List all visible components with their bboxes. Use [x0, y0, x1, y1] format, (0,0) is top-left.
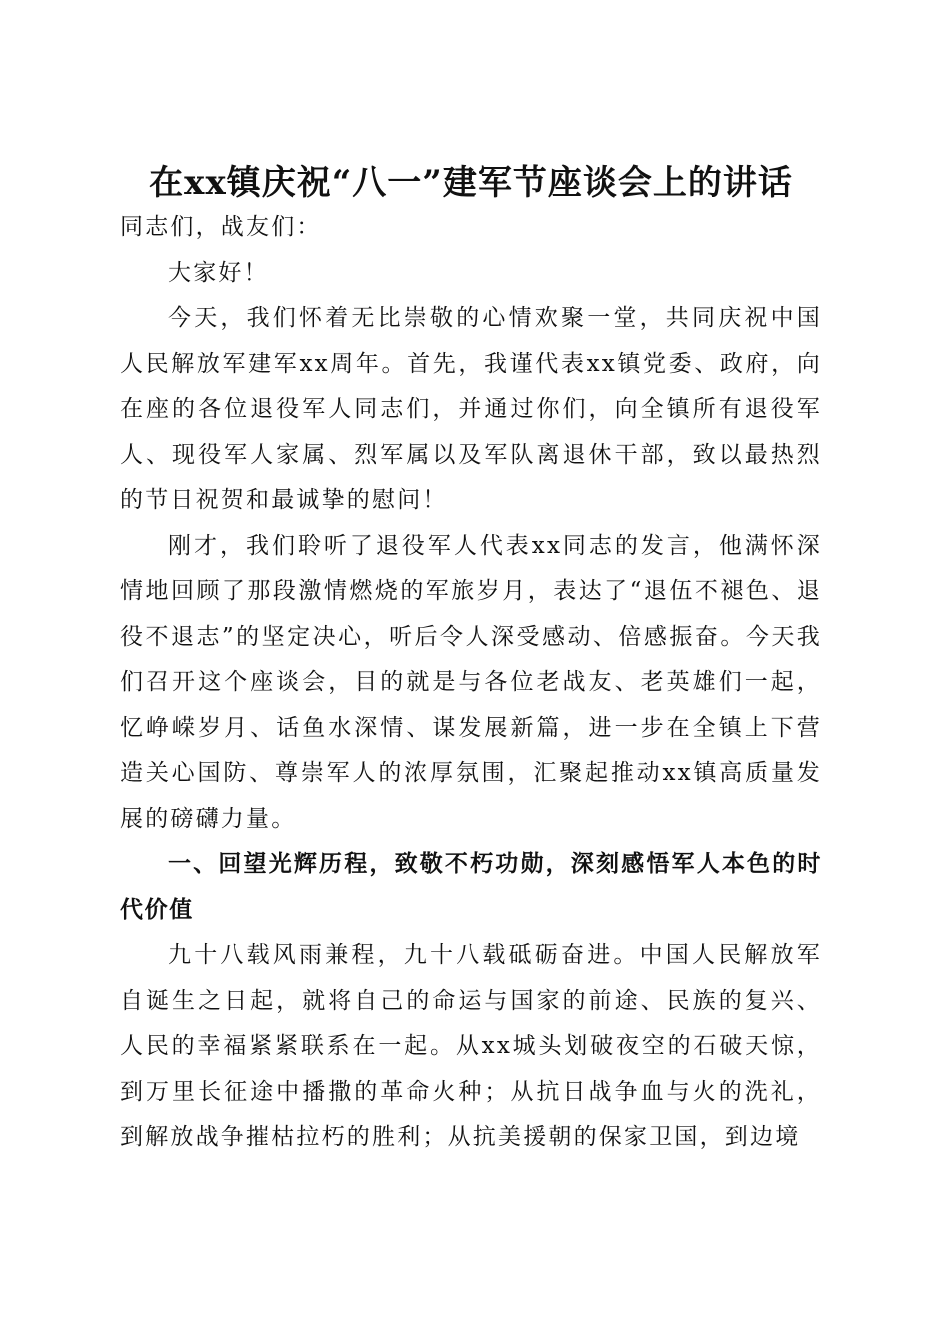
greeting: 大家好！ [168, 259, 269, 286]
section-paragraph: 九十八载风雨兼程，九十八载砥砺奋进。中国人民解放军自诞生之日起，就将自己的命运与国家的前途、民族的复兴、人民的幸福紧紧联系在一起。从xx城头划破夜空的石破天惊，到万里长征途中播撒的革命火种；从抗日战争血与火的洗礼，到解放战争摧枯拉朽的胜利；从抗美援朝的保家卫国，到边境 [120, 942, 822, 1150]
section-heading: 一、回望光辉历程，致敬不朽功勋，深刻感悟军人本色的时代价值 [120, 851, 822, 923]
document-title: 在xx镇庆祝“八一”建军节座谈会上的讲话 [149, 162, 793, 203]
paragraph-meeting-purpose: 刚才，我们聆听了退役军人代表xx同志的发言，他满怀深情地回顾了那段激情燃烧的军旅岁月，表达了“退伍不褪色、退役不退志”的坚定决心，听后令人深受感动、倍感振奋。今天我们召开这个座谈会，目的就是与各位老战友、老英雄们一起，忆峥嵘岁月、话鱼水深情、谋发展新篇，进一步在全镇上下营造关心国防、尊崇军人的浓厚氛围，汇聚起推动xx镇高质量发展的磅礴力量。 [120, 532, 822, 832]
paragraph-intro: 今天，我们怀着无比崇敬的心情欢聚一堂，共同庆祝中国人民解放军建军xx周年。首先，我谨代表xx镇党委、政府，向在座的各位退役军人同志们，并通过你们，向全镇所有退役军人、现役军人家属、烈军属以及军队离退休干部，致以最热烈的节日祝贺和最诚挚的慰问！ [120, 305, 822, 513]
salutation: 同志们，战友们： [120, 214, 322, 240]
document-body [120, 205, 822, 1161]
